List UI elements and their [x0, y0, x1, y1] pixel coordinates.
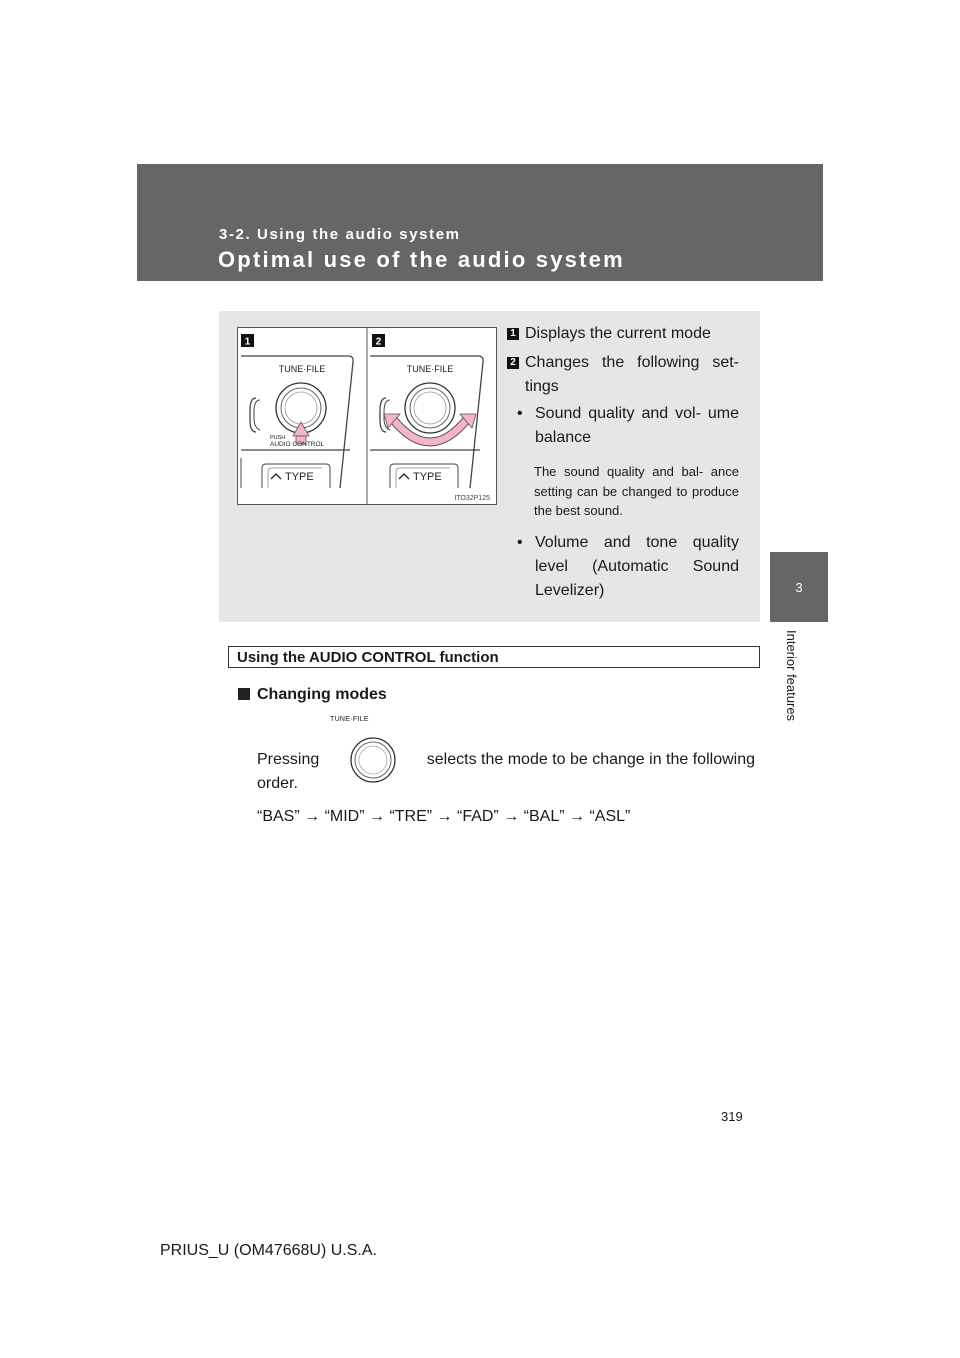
item-heading: [238, 686, 387, 704]
mode-sequence: “BAS” → “MID” → “TRE” → “FAD” → “BAL” → “ASL”: [257, 808, 631, 825]
figure-type-label-2: TYPE: [413, 471, 442, 483]
panel1-badge: 1: [244, 336, 251, 348]
bullet-volume-tone: [517, 531, 739, 603]
body-line-1: [257, 736, 755, 784]
press-arrow: [293, 422, 309, 436]
figure-push-label: PUSH: [270, 435, 286, 441]
figure-type-label-1: TYPE: [285, 471, 314, 483]
callout-2: [507, 351, 739, 399]
audio-control-illustration: [237, 327, 497, 505]
callout-list: [507, 322, 739, 603]
subsection-title: Using the AUDIO CONTROL function: [228, 646, 760, 668]
section-label: 3-2. Using the audio system: [219, 226, 461, 243]
item-heading-text: Changing modes: [257, 686, 387, 703]
figure-knob-label-2: TUNE·FILE: [406, 364, 454, 374]
square-bullet-icon: [238, 688, 250, 700]
callout-2-text: Changes the following set- tings: [525, 354, 739, 395]
bullet-dot: •: [517, 405, 523, 422]
callout-1-text: Displays the current mode: [525, 325, 711, 342]
inline-knob-label: TUNE·FILE: [330, 716, 369, 723]
sound-note: The sound quality and bal- ance setting can be changed to produce the best sound.: [534, 464, 739, 518]
bullet-sound-quality: [517, 402, 739, 450]
footer-model-id: PRIUS_U (OM47668U) U.S.A.: [160, 1242, 377, 1259]
body-line-2: order.: [257, 775, 298, 792]
page-number: 319: [721, 1109, 743, 1124]
figure-code: ITO32P125: [454, 495, 490, 502]
body-text-before: Pressing: [257, 751, 320, 768]
panel2-badge: 2: [375, 336, 382, 348]
chapter-tab[interactable]: [770, 552, 828, 622]
tune-file-knob-icon: [349, 736, 397, 784]
bullet-dot: •: [517, 533, 523, 551]
callout-1: [507, 322, 739, 346]
chapter-number: 3: [795, 579, 803, 595]
bullet-sound-quality-text: Sound quality and vol- ume balance: [535, 405, 739, 446]
page-title: Optimal use of the audio system: [218, 247, 625, 272]
body-text-after: selects the mode to be change in the following: [426, 751, 755, 768]
bullet-volume-tone-text: Volume and tone quality level (Automatic Sound Levelizer): [535, 533, 739, 599]
callout-badge-1: 1: [507, 328, 519, 340]
chapter-name: Interior features: [784, 630, 799, 722]
figure-knob-label-1: TUNE·FILE: [278, 364, 326, 374]
figure-audio-control-label: AUDIO CONTROL: [270, 441, 325, 448]
callout-badge-2: 2: [507, 357, 519, 369]
